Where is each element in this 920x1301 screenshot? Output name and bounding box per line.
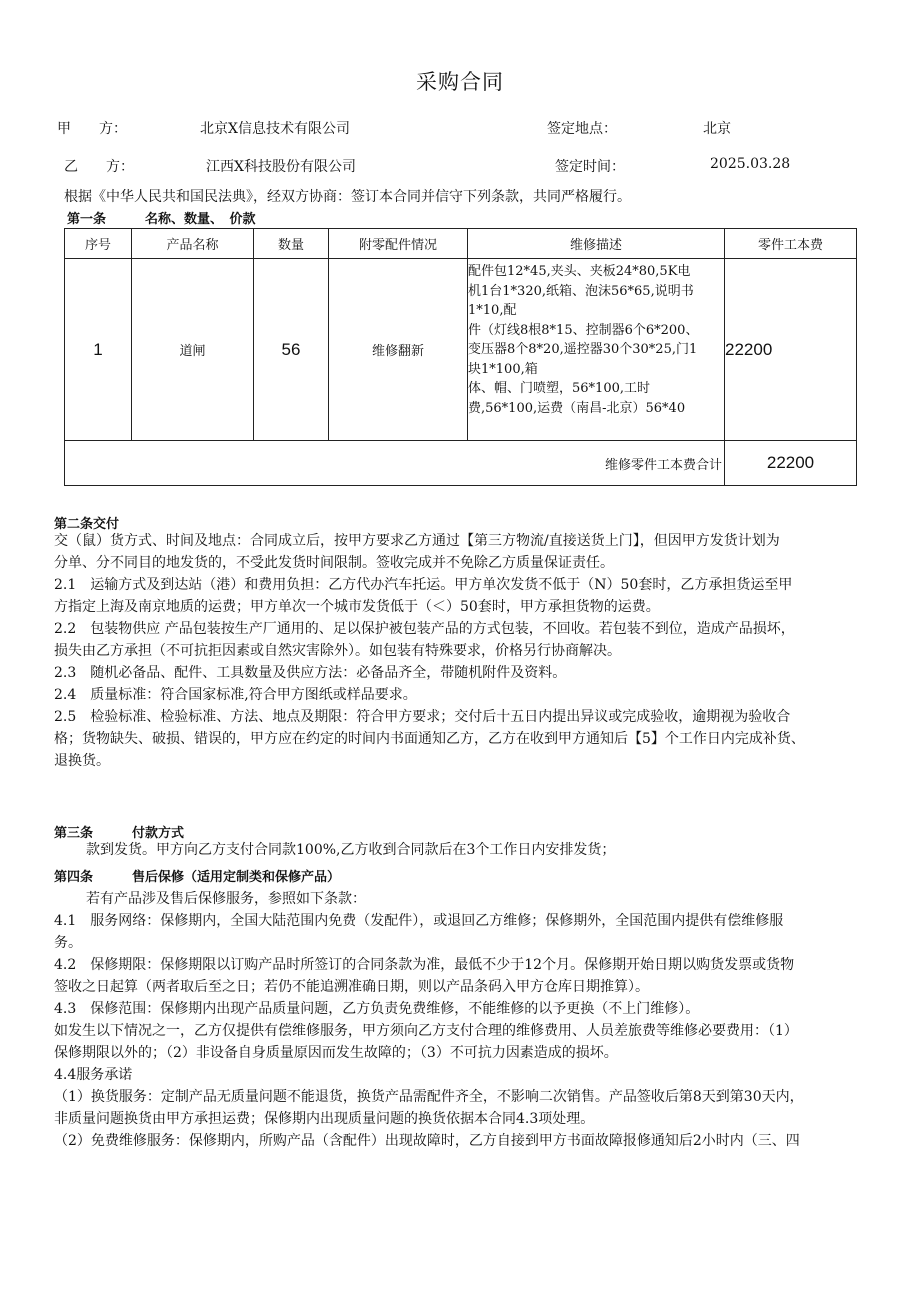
col-header-desc: 维修描述 <box>468 229 725 259</box>
page-title: 采购合同 <box>416 70 504 94</box>
clause-line: 2.3 随机必备品、配件、工具数量及供应方法：必备品齐全，带随机附件及资料。 <box>54 665 567 681</box>
desc-line: 块1*100,箱 <box>468 361 538 377</box>
article-3-title: 第三条 付款方式 <box>54 826 185 841</box>
desc-line: 体、帽、门喷塑，56*100,工时 <box>468 381 650 396</box>
article-1-title: 第一条 名称、数量、 价款 <box>67 212 256 227</box>
col-header-name: 产品名称 <box>132 229 254 259</box>
clause-line: 交（鼠）货方式、时间及地点：合同成立后，按甲方要求乙方通过【第三方物流/直接送货上门】，但因甲方发货计划为 <box>54 533 780 549</box>
row-qty: 56 <box>254 259 329 441</box>
row-fee: 22200 <box>725 259 857 441</box>
clause-line: 4.2 保修期限：保修期限以订购产品时所签订的合同条款为准，最低不少于12个月。保修期开始日期以购货发票或货物 <box>54 957 795 973</box>
clause-line: 2.1 运输方式及到达站（港）和费用负担：乙方代办汽车托运。甲方单次发货不低于（N）50套时，乙方承担货运至甲 <box>54 577 793 593</box>
clause-line: 签收之日起算（两者取后至之日；若仍不能追溯准确日期，则以产品条码入甲方仓库日期推算）。 <box>54 979 649 995</box>
sign-place-label: 签定地点： <box>547 121 617 137</box>
article-3-body <box>54 839 876 861</box>
table-header-row <box>65 229 857 259</box>
article-4-body <box>54 888 876 1152</box>
clause-line: 2.2 包装物供应 产品包装按生产厂通用的、足以保护被包装产品的方式包装，不回收。若包装不到位，造成产品损坏， <box>54 621 795 637</box>
clause-line: 如发生以下情况之一，乙方仅提供有偿维修服务，甲方须向乙方支付合理的维修费用、人员差旅费等维修必要费用：（1） <box>54 1023 798 1039</box>
desc-line: 变压器8个8*20,遥控器30个30*25,门1 <box>468 342 698 357</box>
clause-line: 保修期限以外的；（2）非设备自身质量原因而发生故障的；（3）不可抗力因素造成的损坏。 <box>54 1045 618 1061</box>
items-table <box>64 228 857 486</box>
clause-line: 4.3 保修范围：保修期内出现产品质量问题，乙方负责免费维修，不能维修的以予更换（不上门维修）。 <box>54 1001 700 1017</box>
clause-line: 2.4 质量标准：符合国家标准,符合甲方图纸或样品要求。 <box>54 687 417 703</box>
col-header-parts: 附零配件情况 <box>329 229 468 259</box>
table-row <box>65 259 857 441</box>
clause-line: 退换货。 <box>54 753 110 769</box>
desc-line: 件（灯线8根8*15、控制器6个6*200、 <box>468 322 699 338</box>
row-repair-desc <box>468 259 725 441</box>
party-b-label: 乙 方： <box>64 159 134 175</box>
clause-line: （2）免费维修服务：保修期内，所购产品（含配件）出现故障时，乙方自接到甲方书面故障报修通知后2小时内（三、四 <box>54 1133 800 1149</box>
party-a-name: 北京X信息技术有限公司 <box>200 121 350 137</box>
desc-line: 1*10,配 <box>468 303 517 318</box>
clause-line: 格；货物缺失、破损、错误的，甲方应在约定的时间内书面通知乙方，乙方在收到甲方通知后【5】个工作日内完成补货、 <box>54 731 805 747</box>
sign-time-value: 2025.03.28 <box>710 156 791 172</box>
col-header-fee: 零件工本费 <box>725 229 857 259</box>
col-header-qty: 数量 <box>254 229 329 259</box>
desc-line: 费,56*100,运费（南昌-北京）56*40 <box>468 400 686 416</box>
clause-line: 分单、分不同目的地发货的，不受此发货时间限制。签收完成并不免除乙方质量保证责任。 <box>54 555 614 571</box>
party-a-label: 甲 方： <box>57 121 127 137</box>
article-4-title: 第四条 售后保修（适用定制类和保修产品） <box>54 870 341 885</box>
clause-line: 方指定上海及南京地质的运费；甲方单次一个城市发货低于（＜）50套时，甲方承担货物的运费。 <box>54 599 660 615</box>
clause-line: 务。 <box>54 935 82 951</box>
party-b-name: 江西X科技股份有限公司 <box>206 159 356 175</box>
row-product-name: 道闸 <box>132 259 254 441</box>
clause-line: 非质量问题换货由甲方承担运费；保修期内出现质量问题的换货依据本合同4.3项处理。 <box>54 1111 595 1127</box>
clause-line: 4.4服务承诺 <box>54 1067 133 1083</box>
clause-line: 损失由乙方承担（不可抗拒因素或自然灾害除外）。如包装有特殊要求，价格另行协商解决。 <box>54 643 621 659</box>
article-2-title: 第二条交付 <box>54 517 120 532</box>
clause-line: 4.1 服务网络：保修期内，全国大陆范围内免费（发配件），或退回乙方维修；保修期外，全国范围内提供有偿维修服 <box>54 913 784 929</box>
clause-line: 2.5 检验标准、检验标准、方法、地点及期限：符合甲方要求；交付后十五日内提出异议或完成验收，逾期视为验收合 <box>54 709 791 725</box>
row-parts: 维修翻新 <box>329 259 468 441</box>
article-2-body <box>54 530 876 772</box>
intro-text: 根据《中华人民共和国民法典》，经双方协商：签订本合同并信守下列条款，共同严格履行。 <box>64 189 631 205</box>
clause-line: （1）换货服务：定制产品无质量问题不能退货，换货产品需配件齐全，不影响二次销售。产品签收后第8天到第30天内， <box>54 1089 804 1105</box>
desc-line: 机1台1*320,纸箱、泡沫56*65,说明书 <box>468 283 694 299</box>
total-value: 22200 <box>725 441 857 486</box>
total-label: 维修零件工本费合计 <box>65 441 725 486</box>
sign-time-label: 签定时间： <box>555 159 625 175</box>
desc-line: 配件包12*45,夹头、夹板24*80,5K电 <box>468 264 691 279</box>
total-row <box>65 441 857 486</box>
clause-line: 若有产品涉及售后保修服务，参照如下条款： <box>86 891 366 907</box>
sign-place-value: 北京 <box>703 121 731 137</box>
row-no: 1 <box>65 259 132 441</box>
clause-line: 款到发货。甲方向乙方支付合同款100%,乙方收到合同款后在3个工作日内安排发货； <box>86 842 616 858</box>
col-header-no: 序号 <box>65 229 132 259</box>
